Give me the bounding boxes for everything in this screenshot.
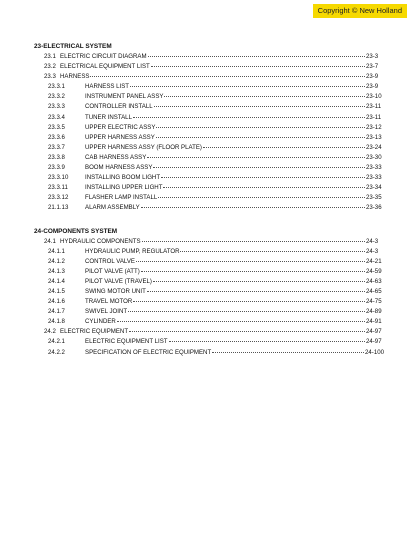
toc-entry-page: 23-33: [366, 164, 382, 172]
toc-entry-number: 23.3.10: [48, 174, 69, 182]
toc-entry-number: 24.1.3: [48, 267, 65, 275]
dot-leader: [164, 91, 365, 97]
dot-leader: [153, 276, 365, 282]
toc-entry-title: UPPER HARNESS ASSY (FLOOR PLATE): [85, 143, 202, 151]
dot-leader: [169, 336, 365, 342]
toc-entry-number: 23.3: [44, 73, 56, 81]
dot-leader: [141, 266, 365, 272]
toc-entry-page: 24-91: [366, 318, 382, 326]
toc-entry-title: PILOT VALVE (ATT): [85, 267, 140, 275]
toc-entry-title: UPPER ELECTRIC ASSY: [85, 123, 156, 131]
toc-entry-number: 24.1.8: [48, 318, 65, 326]
toc-entry-page: 23-11: [366, 113, 382, 121]
dot-leader: [158, 192, 365, 198]
toc-entry-title: FLASHER LAMP INSTALL: [85, 194, 158, 202]
dot-leader: [147, 286, 365, 292]
toc-entry-title: UPPER HARNESS ASSY: [85, 133, 155, 141]
toc-entry-page: 24-75: [366, 298, 382, 306]
toc-entry-page: 23-10: [366, 93, 382, 101]
toc-entry-number: 23.3.8: [48, 153, 65, 161]
toc-entry-title: SWIVEL JOINT: [85, 308, 128, 316]
toc-entry-number: 23.3.11: [48, 184, 68, 192]
dot-leader: [203, 142, 365, 148]
dot-leader: [161, 172, 365, 178]
toc-entry[interactable]: [34, 203, 384, 213]
toc-entry-title: CAB HARNESS ASSY: [85, 153, 147, 161]
dot-leader: [156, 132, 365, 138]
toc-entry-number: 23.3.1: [48, 83, 65, 91]
toc-entry-page: 23-30: [366, 153, 382, 161]
toc-entry-page: 23-11: [366, 103, 382, 111]
copyright-badge: Copyright © New Holland: [313, 4, 407, 18]
toc-entry-title: INSTALLING UPPER LIGHT: [85, 184, 163, 192]
dot-leader: [151, 61, 365, 67]
toc-entry-page: 24-89: [366, 308, 382, 316]
toc-entry-title: SWING MOTOR UNIT: [85, 287, 146, 295]
toc-entry-title: SPECIFICATION OF ELECTRIC EQUIPMENT: [85, 348, 212, 356]
toc-entry-title: INSTALLING BOOM LIGHT: [85, 174, 161, 182]
toc-entry-number: 24.1.6: [48, 298, 65, 306]
toc-entry-title: CONTROLLER INSTALL: [85, 103, 153, 111]
toc-entry-number: 24.1.1: [48, 247, 65, 255]
toc-entry-number: 23.3.12: [48, 194, 69, 202]
dot-leader: [147, 152, 365, 158]
toc-entry-page: 23-12: [366, 123, 382, 131]
toc-entry-page: 24-21: [366, 257, 382, 265]
toc-entry-title: HARNESS LIST: [85, 83, 130, 91]
toc-entry-page: 23-33: [366, 174, 382, 182]
toc-entry-page: 23-3: [366, 53, 379, 60]
toc-entry-page: 23-9: [366, 73, 379, 81]
toc-entry-page: 24-3: [366, 237, 379, 245]
toc-entry-number: 23.3.7: [48, 143, 65, 151]
toc-entry-number: 24.2.1: [48, 338, 65, 346]
toc-entry-number: 23.3.6: [48, 133, 65, 141]
toc-entry-title: CYLINDER: [85, 318, 116, 326]
dot-leader: [133, 296, 365, 302]
table-of-contents: [34, 43, 384, 358]
dot-leader: [163, 182, 365, 188]
toc-entry-page: 23-13: [366, 133, 382, 141]
toc-entry-title: ELECTRICAL EQUIPMENT LIST: [60, 63, 150, 71]
toc-entry-page: 23-35: [366, 194, 382, 202]
toc-entry-page: 24-65: [366, 287, 382, 295]
dot-leader: [141, 202, 365, 208]
dot-leader: [128, 306, 365, 312]
dot-leader: [154, 101, 365, 107]
toc-entry-title: CONTROL VALVE: [85, 257, 136, 265]
toc-entry-title: TUNER INSTALL: [85, 113, 132, 121]
toc-entry-number: 24.1.7: [48, 308, 65, 316]
toc-entry-page: 24-100: [365, 348, 384, 356]
toc-entry-title: TRAVEL MOTOR: [85, 298, 133, 306]
toc-entry-page: 23-36: [366, 204, 382, 212]
dot-leader: [180, 246, 365, 252]
toc-entry-number: 23.3.4: [48, 113, 65, 121]
toc-sections: [34, 43, 384, 358]
toc-entry-number: 24.1.5: [48, 287, 65, 295]
toc-entry-title: ALARM ASSEMBLY: [85, 204, 140, 212]
dot-leader: [142, 236, 365, 242]
dot-leader: [148, 51, 365, 57]
dot-leader: [133, 112, 365, 118]
section-title: 23-ELECTRICAL SYSTEM: [34, 43, 112, 50]
toc-entry-title: HYDRAULIC COMPONENTS: [60, 237, 141, 245]
toc-entry-page: 23-34: [366, 184, 382, 192]
toc-entry-number: 23.3.2: [48, 93, 65, 101]
dot-leader: [136, 256, 365, 262]
dot-leader: [130, 81, 365, 87]
toc-entry-page: 23-9: [366, 83, 379, 91]
toc-entry-title: PILOT VALVE (TRAVEL): [85, 277, 152, 285]
toc-entry-page: 24-3: [366, 247, 379, 255]
toc-entry-number: 24.1: [44, 237, 56, 245]
toc-entry-number: 24.2.2: [48, 348, 65, 356]
toc-entry-title: ELECTRIC EQUIPMENT: [60, 328, 129, 336]
toc-entry-number: 23.3.5: [48, 123, 65, 131]
dot-leader: [90, 71, 365, 77]
dot-leader: [156, 122, 365, 128]
toc-entry-title: INSTRUMENT PANEL ASSY: [85, 93, 164, 101]
toc-entry-page: 24-97: [366, 328, 382, 336]
toc-entry-number: 23.3.3: [48, 103, 65, 111]
toc-entry-page: 24-63: [366, 277, 382, 285]
toc-entry-number: 24.1.2: [48, 257, 65, 265]
toc-entry-title: HARNESS: [60, 73, 90, 81]
toc-entry-title: ELECTRIC EQUIPMENT LIST: [85, 338, 168, 346]
toc-entry[interactable]: [34, 348, 384, 358]
toc-entry-number: 21.1.13: [48, 204, 69, 212]
toc-entry-title: HYDRAULIC PUMP, REGULATOR: [85, 247, 180, 255]
toc-entry-number: 24.1.4: [48, 277, 65, 285]
toc-entry-number: 23.1: [44, 53, 56, 60]
toc-entry-number: 23.3.9: [48, 164, 65, 172]
toc-entry-title: ELECTRIC CIRCUIT DIAGRAM: [60, 53, 147, 60]
toc-entry-number: 23.2: [44, 63, 56, 71]
dot-leader: [212, 347, 364, 353]
dot-leader: [153, 162, 365, 168]
section-title: 24-COMPONENTS SYSTEM: [34, 227, 118, 235]
toc-entry-page: 23-7: [366, 63, 379, 71]
toc-entry-page: 24-59: [366, 267, 382, 275]
toc-entry-number: 24.2: [44, 328, 56, 336]
dot-leader: [117, 316, 365, 322]
toc-entry-page: 24-97: [366, 338, 382, 346]
toc-entry-page: 23-24: [366, 143, 382, 151]
dot-leader: [129, 326, 365, 332]
toc-entry-title: BOOM HARNESS ASSY: [85, 164, 153, 172]
